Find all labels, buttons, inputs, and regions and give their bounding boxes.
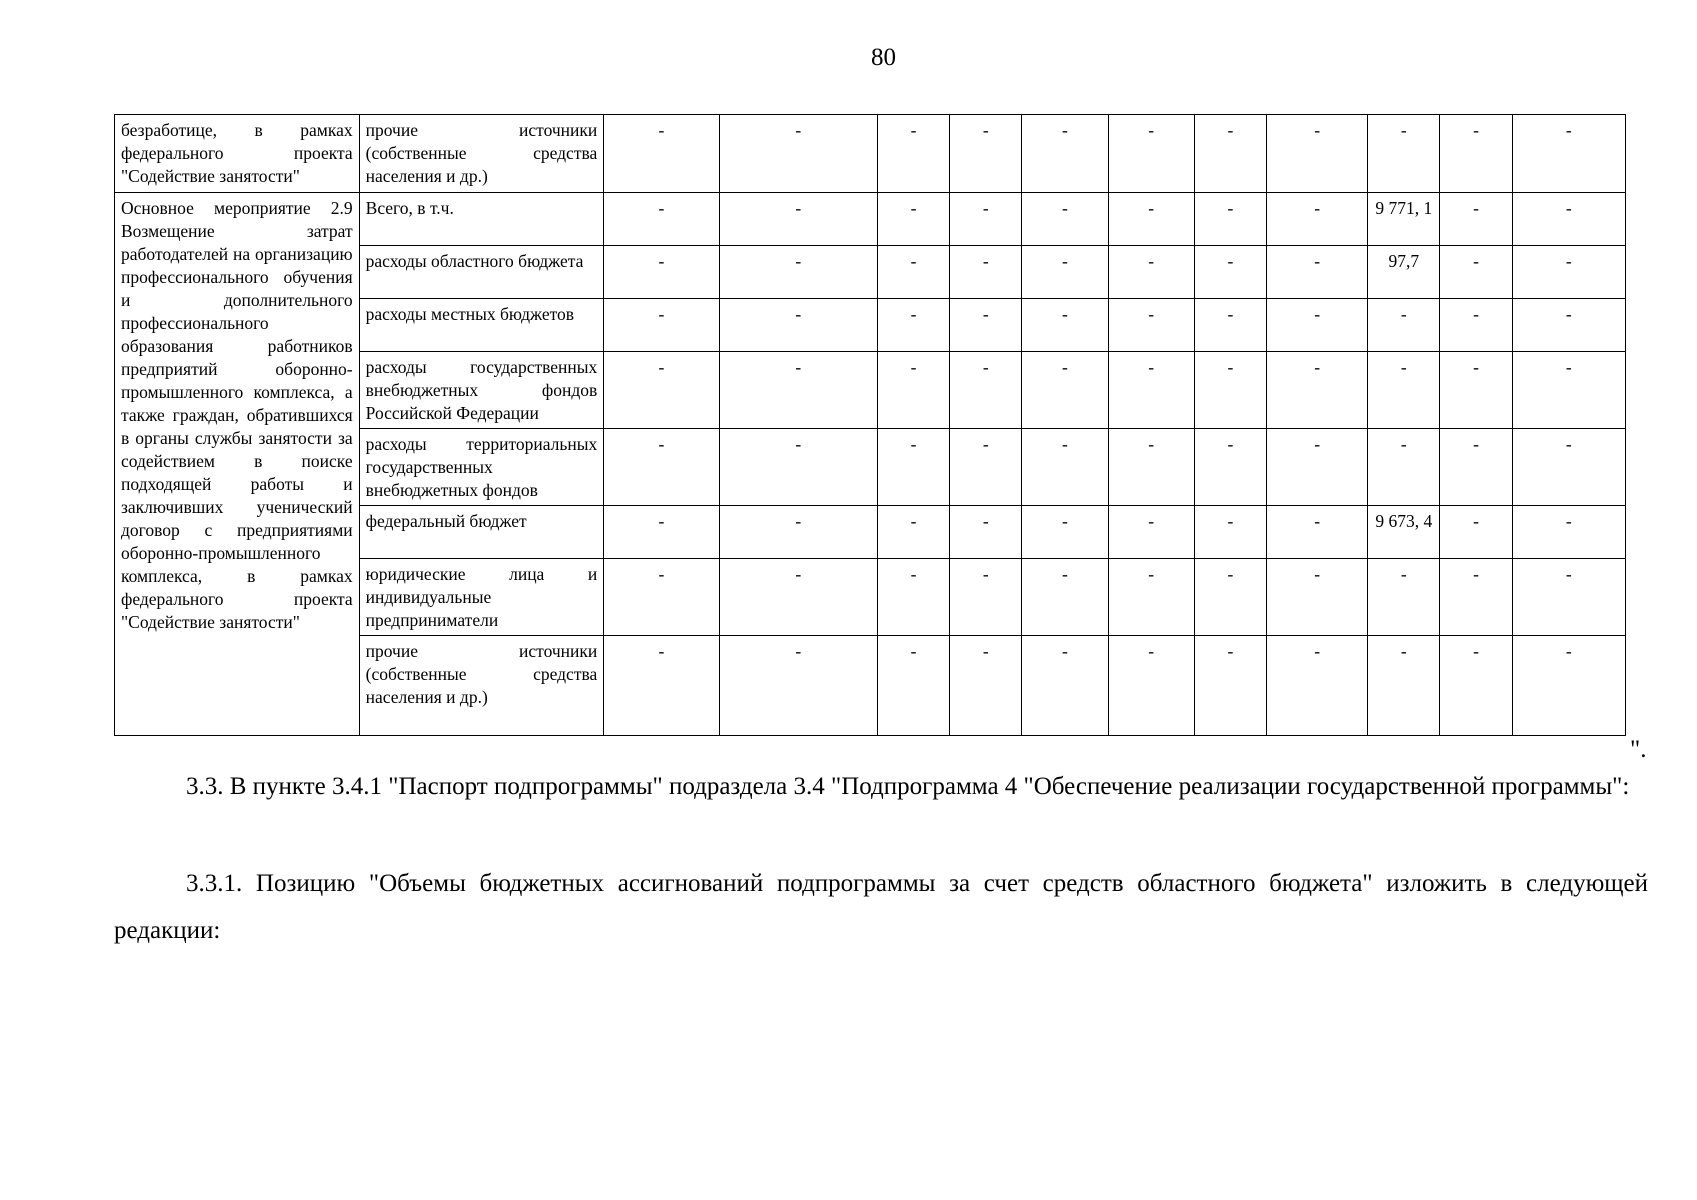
value-cell: 9 771, 1 [1368,193,1440,246]
value-cell: - [1108,193,1194,246]
value-cell: - [1440,506,1512,559]
paragraph-3-3: 3.3. В пункте 3.4.1 "Паспорт подпрограммы" подраздела 3.4 "Подпрограмма 4 "Обеспечение реализации государственной программы": [186,773,1630,800]
value-cell: - [604,352,719,429]
funding-source: прочие источники (собственные средства населения и др.) [359,115,604,193]
value-cell: - [877,352,949,429]
value-cell: - [1368,559,1440,636]
value-cell: - [1512,246,1625,299]
value-cell: - [1022,352,1108,429]
value-cell: - [1194,429,1266,506]
value-cell: - [1194,246,1266,299]
value-cell: - [877,506,949,559]
value-cell: - [719,559,877,636]
value-cell: - [877,299,949,352]
value-cell: - [1266,352,1367,429]
value-cell: - [1108,352,1194,429]
value-cell: - [1368,352,1440,429]
value-cell: - [950,352,1022,429]
value-cell: - [1440,429,1512,506]
value-cell: - [1266,246,1367,299]
value-cell: - [1022,115,1108,193]
value-cell: - [1194,299,1266,352]
value-cell: - [877,193,949,246]
funding-source: федеральный бюджет [359,506,604,559]
funding-source: Всего, в т.ч. [359,193,604,246]
measure-description: Основное мероприятие 2.9 Возмещение затрат работодателей на организацию профессионального обучения и дополнительного профессионального образования работников предприятий оборонно-промышленного комплекса, а также граждан, обратившихся в органы службы занятости за содействием в поиске подходящей работы и заключивших ученический договор с предприятиями оборонно-промышленного комплекса, в рамках федерального проекта "Содействие занятости" [115,193,360,736]
value-cell: - [1266,636,1367,736]
value-cell: - [1108,506,1194,559]
value-cell: - [1266,193,1367,246]
value-cell: - [877,559,949,636]
value-cell: - [1022,299,1108,352]
value-cell: - [950,429,1022,506]
table-row [115,115,1626,193]
value-cell: - [1440,559,1512,636]
value-cell: - [877,115,949,193]
value-cell: - [1194,352,1266,429]
value-cell: - [1194,636,1266,736]
value-cell: - [1266,506,1367,559]
value-cell: - [1368,429,1440,506]
funding-source: расходы областного бюджета [359,246,604,299]
funding-source: прочие источники (собственные средства населения и др.) [359,636,604,736]
value-cell: - [1512,506,1625,559]
value-cell: - [1368,636,1440,736]
value-cell: - [1266,429,1367,506]
paragraph-3-3-1: 3.3.1. Позицию "Объемы бюджетных ассигнований подпрограммы за счет средств областного бюджета" изложить в следующей редакции: [114,870,1648,944]
value-cell: - [1022,559,1108,636]
value-cell: - [1440,246,1512,299]
value-cell: - [1440,299,1512,352]
value-cell: 97,7 [1368,246,1440,299]
value-cell: - [1108,559,1194,636]
value-cell: - [604,193,719,246]
value-cell: - [1368,299,1440,352]
value-cell: - [950,636,1022,736]
value-cell: - [719,506,877,559]
value-cell: - [1440,193,1512,246]
value-cell: - [1022,246,1108,299]
budget-table [114,114,1626,736]
value-cell: - [1512,193,1625,246]
value-cell: - [950,506,1022,559]
page-number: 80 [871,44,896,71]
table-body [115,115,1626,736]
value-cell: - [604,559,719,636]
value-cell: - [604,429,719,506]
value-cell: - [719,115,877,193]
value-cell: - [719,299,877,352]
value-cell: - [1194,559,1266,636]
value-cell: - [604,506,719,559]
value-cell: - [604,246,719,299]
value-cell: - [1512,636,1625,736]
value-cell: - [1194,193,1266,246]
value-cell: - [604,636,719,736]
funding-source: расходы государственных внебюджетных фондов Российской Федерации [359,352,604,429]
value-cell: - [1022,193,1108,246]
value-cell: - [719,246,877,299]
value-cell: - [1022,506,1108,559]
value-cell: - [719,352,877,429]
value-cell: - [1108,429,1194,506]
value-cell: - [1512,115,1625,193]
value-cell: - [1022,636,1108,736]
value-cell: - [950,246,1022,299]
value-cell: - [1194,506,1266,559]
value-cell: - [1266,115,1367,193]
value-cell: - [1194,115,1266,193]
value-cell: - [1022,429,1108,506]
value-cell: - [1512,299,1625,352]
value-cell: - [950,299,1022,352]
value-cell: - [1440,115,1512,193]
measure-description: безработице, в рамках федерального проекта "Содействие занятости" [115,115,360,193]
value-cell: 9 673, 4 [1368,506,1440,559]
value-cell: - [1266,299,1367,352]
funding-source: юридические лица и индивидуальные предприниматели [359,559,604,636]
value-cell: - [719,429,877,506]
value-cell: - [1108,246,1194,299]
value-cell: - [1108,115,1194,193]
value-cell: - [1108,636,1194,736]
value-cell: - [604,299,719,352]
value-cell: - [1368,115,1440,193]
value-cell: - [950,115,1022,193]
funding-source: расходы местных бюджетов [359,299,604,352]
table-row [115,193,1626,246]
value-cell: - [877,429,949,506]
value-cell: - [877,636,949,736]
closing-quote: ". [1630,736,1647,763]
value-cell: - [1266,559,1367,636]
value-cell: - [950,559,1022,636]
value-cell: - [719,193,877,246]
value-cell: - [1512,559,1625,636]
value-cell: - [604,115,719,193]
value-cell: - [1512,429,1625,506]
value-cell: - [1512,352,1625,429]
value-cell: - [1108,299,1194,352]
value-cell: - [877,246,949,299]
value-cell: - [950,193,1022,246]
value-cell: - [1440,636,1512,736]
value-cell: - [1440,352,1512,429]
value-cell: - [719,636,877,736]
funding-source: расходы территориальных государственных внебюджетных фондов [359,429,604,506]
